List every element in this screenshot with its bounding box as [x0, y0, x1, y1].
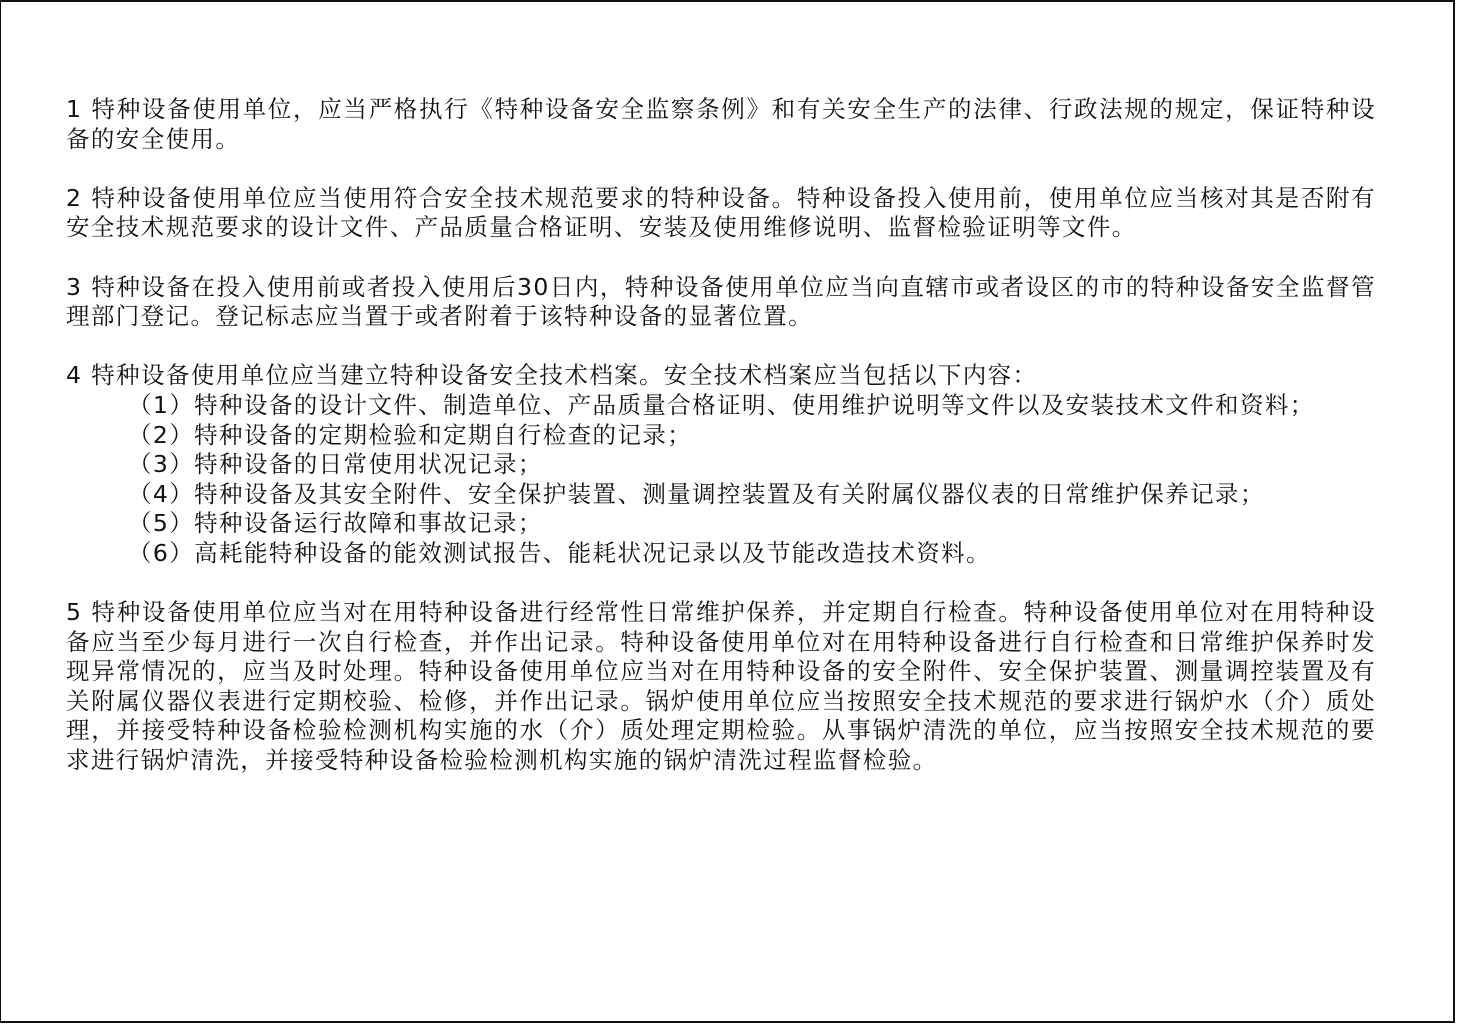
clause-4-item-4: （4）特种设备及其安全附件、安全保护装置、测量调控装置及有关附属仪器仪表的日常维护保养记录； — [128, 479, 1265, 508]
clause-2: 2 特种设备使用单位应当使用符合安全技术规范要求的特种设备。特种设备投入使用前，使用单位应当核对其是否附有安全技术规范要求的设计文件、产品质量合格证明、安装及使用维修说明、监督检验证明等文件。 — [66, 183, 1376, 242]
clause-4 — [66, 361, 1376, 568]
clause-3: 3 特种设备在投入使用前或者投入使用后30日内，特种设备使用单位应当向直辖市或者设区的市的特种设备安全监督管理部门登记。登记标志应当置于或者附着于该特种设备的显著位置。 — [66, 272, 1376, 331]
clause-5: 5 特种设备使用单位应当对在用特种设备进行经常性日常维护保养，并定期自行检查。特种设备使用单位对在用特种设备应当至少每月进行一次自行检查，并作出记录。特种设备使用单位对在用特种设备进行自行检查和日常维护保养时发现异常情况的，应当及时处理。特种设备使用单位应当对在用特种设备的安全附件、安全保护装置、测量调控装置及有关附属仪器仪表进行定期校验、检修，并作出记录。锅炉使用单位应当按照安全技术规范的要求进行锅炉水（介）质处理，并接受特种设备检验检测机构实施的水（介）质处理定期检验。从事锅炉清洗的单位，应当按照安全技术规范的要求进行锅炉清洗，并接受特种设备检验检测机构实施的锅炉清洗过程监督检验。 — [66, 598, 1376, 775]
clause-4-item-1: （1）特种设备的设计文件、制造单位、产品质量合格证明、使用维护说明等文件以及安装技术文件和资料； — [128, 390, 1315, 419]
clause-4-item-6: （6）高耗能特种设备的能效测试报告、能耗状况记录以及节能改造技术资料。 — [128, 538, 991, 567]
clause-4-item-2: （2）特种设备的定期检验和定期自行检查的记录； — [128, 420, 693, 449]
clause-4-item-3: （3）特种设备的日常使用状况记录； — [128, 450, 543, 479]
clause-1: 1 特种设备使用单位，应当严格执行《特种设备安全监察条例》和有关安全生产的法律、行政法规的规定，保证特种设备的安全使用。 — [66, 95, 1376, 153]
clause-4-lead: 4 特种设备使用单位应当建立特种设备安全技术档案。安全技术档案应当包括以下内容： — [66, 361, 1038, 390]
document-body — [66, 95, 1376, 776]
clause-4-item-5: （5）特种设备运行故障和事故记录； — [128, 509, 543, 538]
